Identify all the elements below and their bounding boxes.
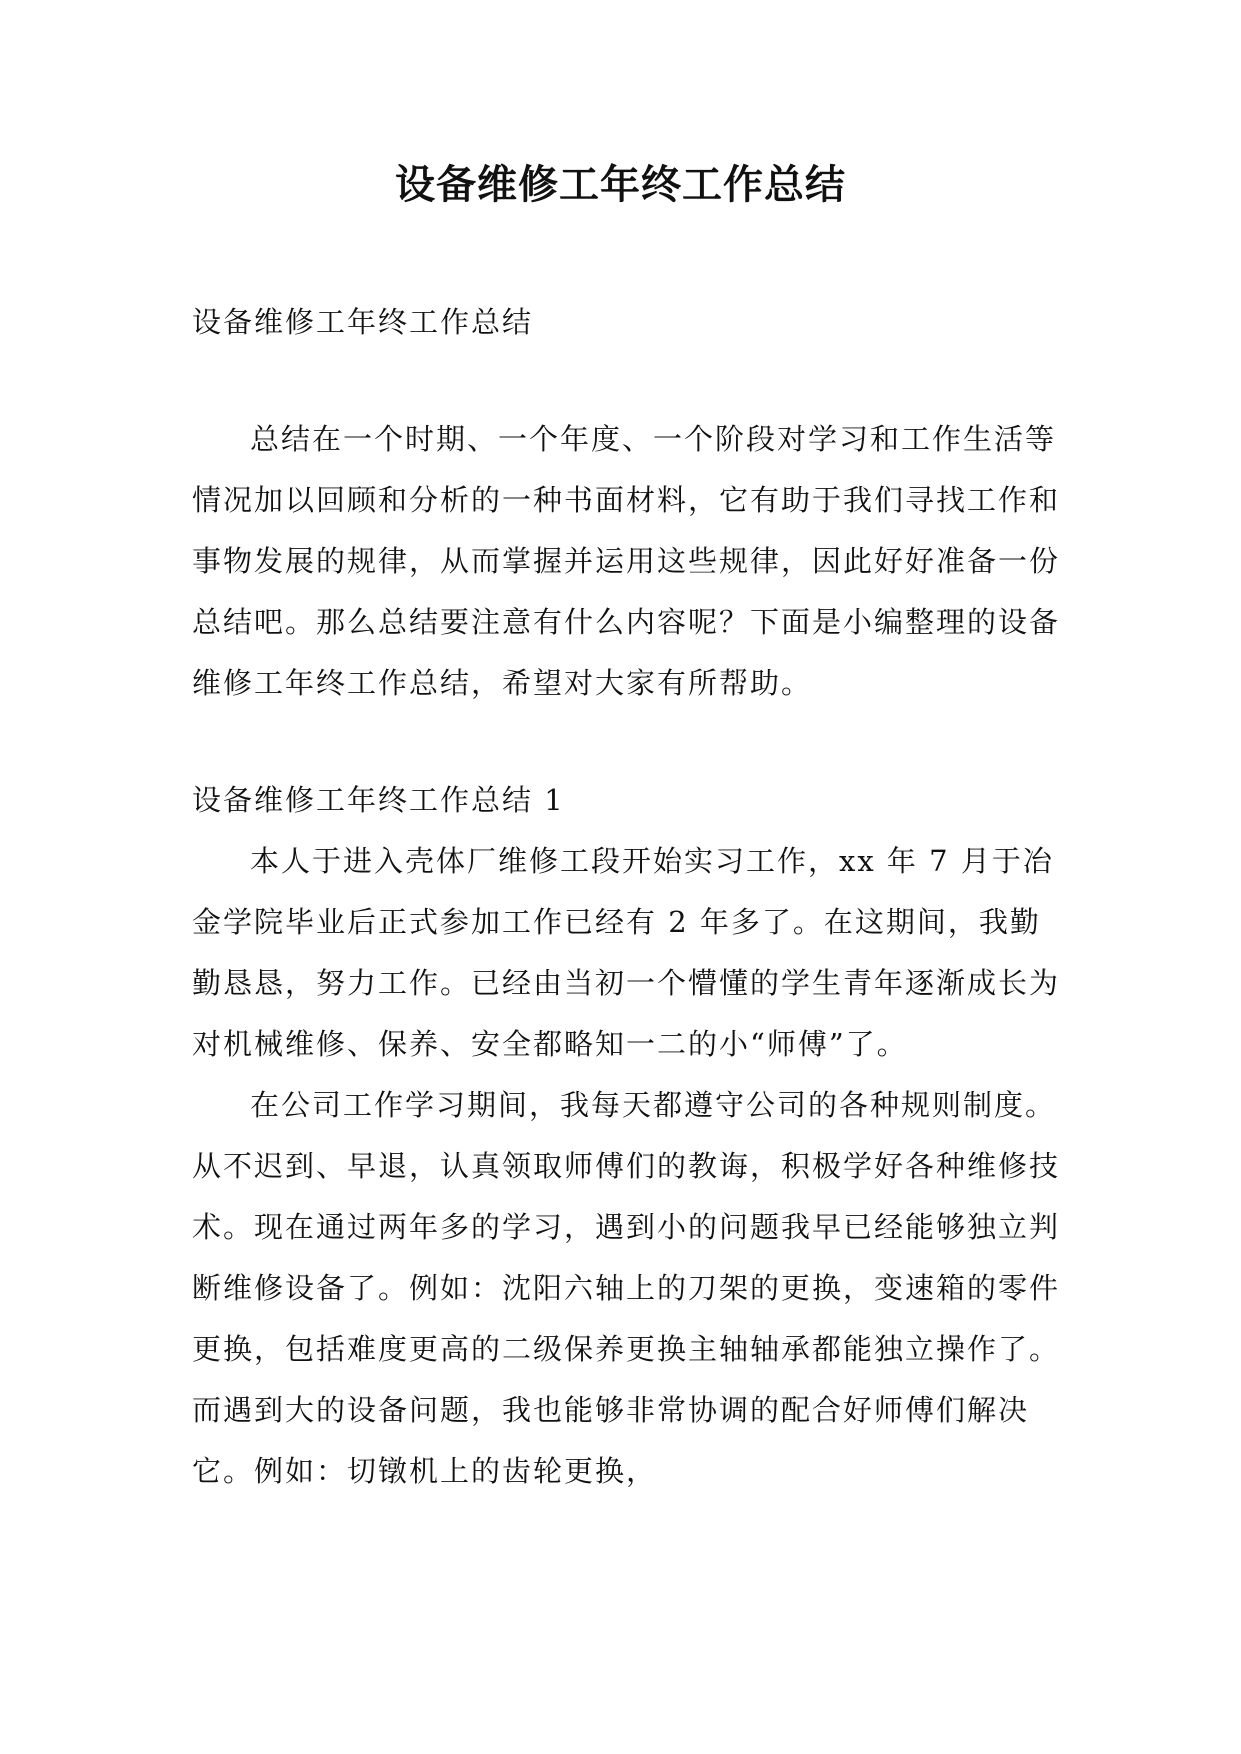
intro-paragraph: 总结在一个时期、一个年度、一个阶段对学习和工作生活等情况加以回顾和分析的一种书面材料，它有助于我们寻找工作和事物发展的规律，从而掌握并运用这些规律，因此好好准备一份总结吧。那么总结要注意有什么内容呢？下面是小编整理的设备维修工年终工作总结，希望对大家有所帮助。 xyxy=(192,422,1061,700)
document-title: 设备维修工年终工作总结 xyxy=(395,162,846,208)
document-body xyxy=(192,292,1062,1502)
document-subtitle: 设备维修工年终工作总结 xyxy=(192,305,534,339)
section-heading: 设备维修工年终工作总结 1 xyxy=(192,783,565,817)
spacer xyxy=(192,353,1062,409)
body-paragraph: 在公司工作学习期间，我每天都遵守公司的各种规则制度。从不迟到、早退，认真领取师傅们的教诲，积极学好各种维修技术。现在通过两年多的学习，遇到小的问题我早已经能够独立判断维修设备了。例如：沈阳六轴上的刀架的更换，变速箱的零件更换，包括难度更高的二级保养更换主轴轴承都能独立操作了。而遇到大的设备问题，我也能够非常协调的配合好师傅们解决它。例如：切镦机上的齿轮更换， xyxy=(192,1088,1061,1488)
spacer xyxy=(192,714,1062,770)
body-paragraph: 本人于进入壳体厂维修工段开始实习工作，xx 年 7 月于冶金学院毕业后正式参加工作已经有 2 年多了。在这期间，我勤勤恳恳，努力工作。已经由当初一个懵懂的学生青年逐渐成长为对机械维修、保养、安全都略知一二的小“师傅”了。 xyxy=(192,844,1061,1061)
